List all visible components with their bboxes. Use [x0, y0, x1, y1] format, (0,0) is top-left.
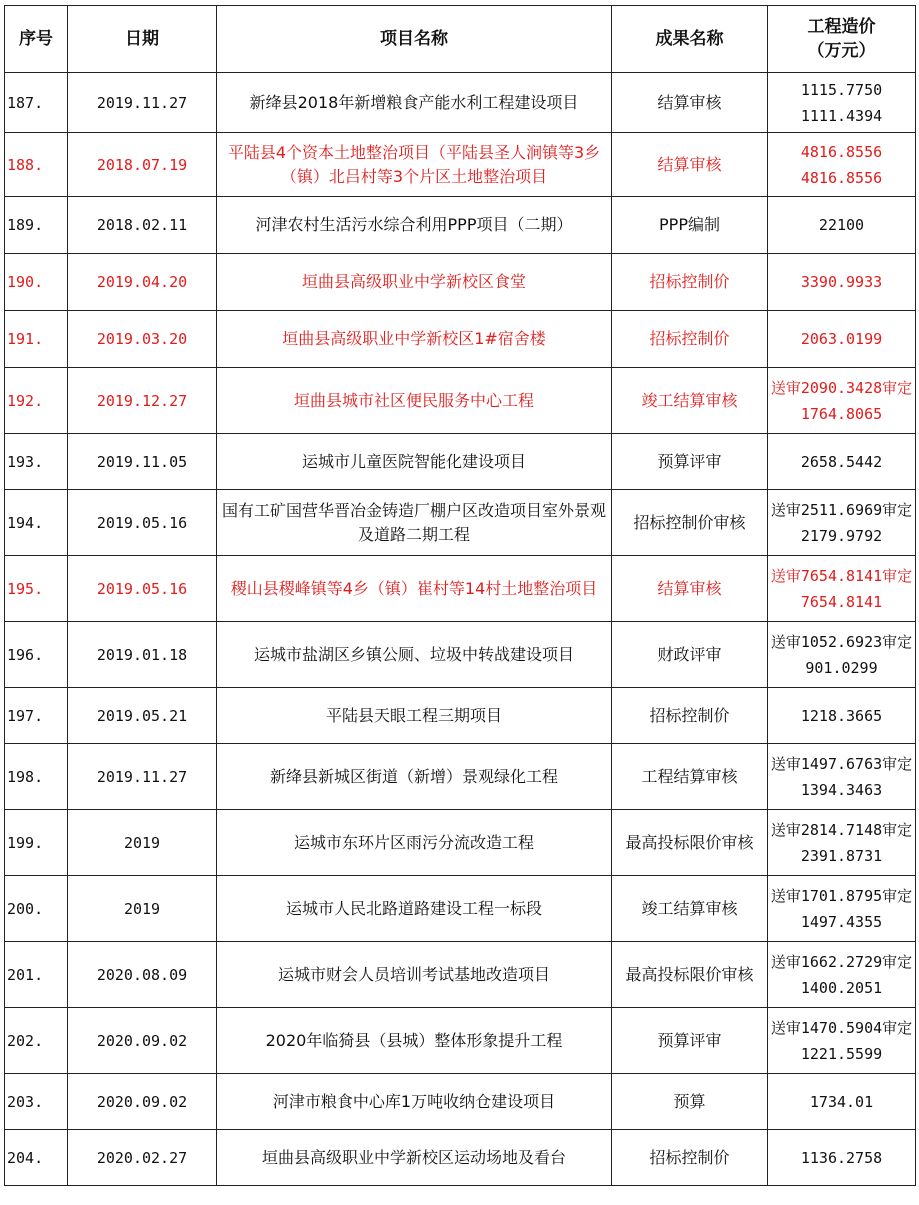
table-row	[5, 1008, 916, 1074]
cell-date: 2019.11.27	[68, 73, 217, 133]
cell-project: 垣曲县高级职业中学新校区食堂	[217, 254, 612, 311]
cell-date: 2019.01.18	[68, 622, 217, 688]
cell-seq: 196.	[5, 622, 68, 688]
header-seq: 序号	[5, 6, 68, 73]
cost-value: 送审2090.3428审定1764.8065	[770, 378, 913, 423]
cost-value: 1136.2758	[800, 1148, 883, 1167]
cell-date: 2019.11.05	[68, 434, 217, 490]
cell-date: 2019.11.27	[68, 744, 217, 810]
cell-result: 招标控制价	[612, 311, 768, 368]
cell-seq: 195.	[5, 556, 68, 622]
cell-result: 竣工结算审核	[612, 368, 768, 434]
table-row	[5, 688, 916, 744]
cost-value: 3390.9933	[800, 273, 883, 291]
cell-seq: 188.	[5, 133, 68, 197]
cell-seq: 202.	[5, 1008, 68, 1074]
cost-value: 送审2511.6969审定2179.9792	[770, 500, 913, 545]
cell-date: 2018.07.19	[68, 133, 217, 197]
cell-project: 国有工矿国营华晋冶金铸造厂棚户区改造项目室外景观及道路二期工程	[217, 490, 612, 556]
cell-cost	[768, 876, 916, 942]
cell-project: 平陆县4个资本土地整治项目（平陆县圣人涧镇等3乡（镇）北吕村等3个片区土地整治项目	[217, 133, 612, 197]
header-result: 成果名称	[612, 6, 768, 73]
cell-result: 招标控制价审核	[612, 490, 768, 556]
table-row	[5, 622, 916, 688]
cell-project: 运城市盐湖区乡镇公厕、垃圾中转战建设项目	[217, 622, 612, 688]
table-row	[5, 810, 916, 876]
cell-seq: 189.	[5, 197, 68, 254]
cell-seq: 191.	[5, 311, 68, 368]
table-header-row	[5, 6, 916, 73]
cell-result: 预算	[612, 1074, 768, 1130]
cell-cost	[768, 254, 916, 311]
header-project: 项目名称	[217, 6, 612, 73]
cell-result: 最高投标限价审核	[612, 942, 768, 1008]
cell-date: 2019.04.20	[68, 254, 217, 311]
table-row	[5, 490, 916, 556]
cost-value-2: 1111.4394	[800, 106, 883, 125]
table-row	[5, 1130, 916, 1186]
cell-seq: 204.	[5, 1130, 68, 1186]
table-row	[5, 73, 916, 133]
cell-date: 2020.02.27	[68, 1130, 217, 1186]
cell-result: 招标控制价	[612, 1130, 768, 1186]
cell-cost	[768, 1130, 916, 1186]
cell-date: 2020.09.02	[68, 1008, 217, 1074]
cell-project: 新绛县新城区街道（新增）景观绿化工程	[217, 744, 612, 810]
cost-value: 送审1701.8795审定1497.4355	[770, 886, 913, 931]
cell-result: 结算审核	[612, 556, 768, 622]
cost-value: 1218.3665	[800, 706, 883, 725]
cell-result: 预算评审	[612, 434, 768, 490]
cell-date: 2019.05.16	[68, 490, 217, 556]
cell-date: 2019.05.21	[68, 688, 217, 744]
cost-value: 22100	[818, 216, 865, 234]
cell-cost	[768, 744, 916, 810]
header-cost	[768, 6, 916, 73]
cell-cost	[768, 688, 916, 744]
cost-value: 1734.01	[809, 1092, 874, 1111]
cell-cost	[768, 311, 916, 368]
cell-date: 2020.09.02	[68, 1074, 217, 1130]
table-row	[5, 556, 916, 622]
cell-date: 2019	[68, 810, 217, 876]
header-cost-line1: 工程造价	[807, 17, 876, 37]
cell-seq: 201.	[5, 942, 68, 1008]
cost-value: 送审1497.6763审定1394.3463	[770, 754, 913, 799]
cell-cost	[768, 810, 916, 876]
cost-value: 2658.5442	[800, 452, 883, 471]
cell-cost	[768, 197, 916, 254]
cell-seq: 203.	[5, 1074, 68, 1130]
cell-cost	[768, 434, 916, 490]
cost-value: 送审2814.7148审定2391.8731	[770, 820, 913, 865]
header-date: 日期	[68, 6, 217, 73]
cell-seq: 192.	[5, 368, 68, 434]
cell-project: 运城市人民北路道路建设工程一标段	[217, 876, 612, 942]
cell-result: 结算审核	[612, 133, 768, 197]
cell-project: 河津农村生活污水综合利用PPP项目（二期）	[217, 197, 612, 254]
table-row	[5, 197, 916, 254]
cell-cost	[768, 133, 916, 197]
cell-cost	[768, 490, 916, 556]
cell-cost	[768, 1074, 916, 1130]
cell-result: 招标控制价	[612, 254, 768, 311]
cell-seq: 198.	[5, 744, 68, 810]
header-cost-line2: （万元）	[807, 41, 876, 61]
cell-project: 2020年临猗县（县城）整体形象提升工程	[217, 1008, 612, 1074]
cost-value: 4816.8556	[800, 142, 883, 161]
cell-result: 预算评审	[612, 1008, 768, 1074]
cell-result: PPP编制	[612, 197, 768, 254]
table-row	[5, 942, 916, 1008]
cell-seq: 199.	[5, 810, 68, 876]
cell-cost	[768, 73, 916, 133]
project-table	[4, 5, 916, 1186]
cell-seq: 190.	[5, 254, 68, 311]
cell-seq: 187.	[5, 73, 68, 133]
cell-cost	[768, 556, 916, 622]
cost-value: 送审7654.8141审定7654.8141	[770, 566, 913, 611]
table-row	[5, 1074, 916, 1130]
cell-date: 2020.08.09	[68, 942, 217, 1008]
cell-cost	[768, 1008, 916, 1074]
cell-project: 运城市儿童医院智能化建设项目	[217, 434, 612, 490]
cost-value: 2063.0199	[800, 330, 883, 348]
cell-cost	[768, 368, 916, 434]
cell-date: 2019	[68, 876, 217, 942]
cost-value: 送审1052.6923审定901.0299	[770, 632, 913, 677]
cell-project: 平陆县天眼工程三期项目	[217, 688, 612, 744]
cell-result: 工程结算审核	[612, 744, 768, 810]
cell-result: 竣工结算审核	[612, 876, 768, 942]
cell-seq: 200.	[5, 876, 68, 942]
table-row	[5, 254, 916, 311]
table-row	[5, 368, 916, 434]
cell-project: 稷山县稷峰镇等4乡（镇）崔村等14村土地整治项目	[217, 556, 612, 622]
cell-result: 结算审核	[612, 73, 768, 133]
cell-project: 垣曲县高级职业中学新校区运动场地及看台	[217, 1130, 612, 1186]
cell-project: 运城市财会人员培训考试基地改造项目	[217, 942, 612, 1008]
cell-seq: 194.	[5, 490, 68, 556]
cost-value: 送审1470.5904审定1221.5599	[770, 1018, 913, 1063]
cell-date: 2018.02.11	[68, 197, 217, 254]
table-body	[5, 73, 916, 1186]
table-row	[5, 311, 916, 368]
cell-project: 新绛县2018年新增粮食产能水利工程建设项目	[217, 73, 612, 133]
cell-date: 2019.05.16	[68, 556, 217, 622]
cost-value: 送审1662.2729审定1400.2051	[770, 952, 913, 997]
cell-result: 招标控制价	[612, 688, 768, 744]
cell-cost	[768, 942, 916, 1008]
cell-result: 最高投标限价审核	[612, 810, 768, 876]
cell-date: 2019.12.27	[68, 368, 217, 434]
cell-result: 财政评审	[612, 622, 768, 688]
table-row	[5, 133, 916, 197]
table-row	[5, 876, 916, 942]
cell-seq: 197.	[5, 688, 68, 744]
cost-value: 1115.7750	[800, 80, 883, 99]
cell-project: 垣曲县高级职业中学新校区1#宿舍楼	[217, 311, 612, 368]
cell-date: 2019.03.20	[68, 311, 217, 368]
cell-project: 运城市东环片区雨污分流改造工程	[217, 810, 612, 876]
cell-cost	[768, 622, 916, 688]
table-row	[5, 434, 916, 490]
cell-seq: 193.	[5, 434, 68, 490]
table-row	[5, 744, 916, 810]
cell-project: 河津市粮食中心库1万吨收纳仓建设项目	[217, 1074, 612, 1130]
cost-value-2: 4816.8556	[800, 168, 883, 187]
cell-project: 垣曲县城市社区便民服务中心工程	[217, 368, 612, 434]
